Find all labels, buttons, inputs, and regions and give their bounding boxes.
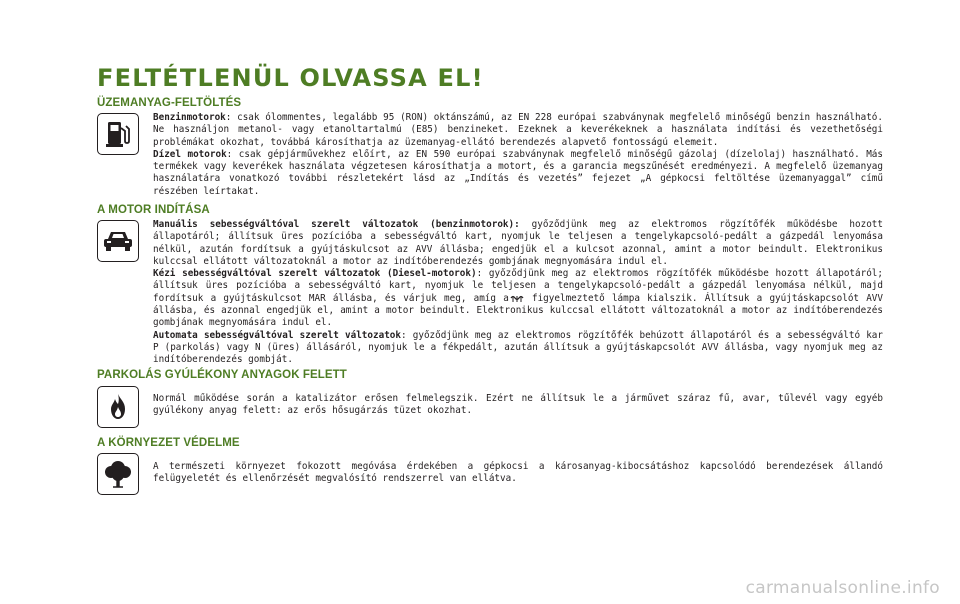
tree-icon	[97, 453, 139, 495]
paragraph-text: : győződjünk meg az elektromos rögzítőfék működésbe hozott állapotáról; állítsuk üres pozícióba a sebességváltó kart, nyomjuk le teljesen a tengelykapcsoló-pedált a gázpedál lenyomása nélkül, majd fordítsuk a gyújtáskulcsot MAR állásba, és várjuk meg, amíg a	[153, 268, 883, 304]
paragraph-label: Kézi sebességváltóval szerelt változatok (Diesel-motorok)	[153, 268, 477, 280]
paragraph-text: : csak gépjárművekhez előírt, az EN 590 európai szabványnak megfelelő minőségű gázolaj (dízelolaj) használható. Más termékek vagy keverékek használata végzetesen károsíthatja a motort, és a garancia megszűnését eredményezi. A megfelelő üzemanyag használatára vonatkozó további részletekért lásd az „Indítás és vezetés” fejezet „A gépkocsi feltöltése üzemanyaggal” című részében leírtakat.	[153, 148, 883, 197]
fuel-pump-icon	[97, 113, 139, 155]
page-title: FELTÉTLENÜL OLVASSA EL!	[97, 64, 484, 92]
section-body-environment	[153, 461, 883, 486]
paragraph-diesel	[153, 149, 883, 198]
fire-icon	[97, 386, 139, 428]
glow-plug-icon	[510, 294, 524, 303]
paragraph-text: figyelmeztető lámpa kialszik. Állítsuk a gyújtáskapcsolót AVV állásba, és azonnal engedjük el, amint a motor beindult. Elektronikus kulccsal ellátott változatoknál a motor az indítóberendezés gombjának megnyomására indul el.	[153, 292, 883, 329]
paragraph-text: : csak ólommentes, legalább 95 (RON) oktánszámú, az EN 228 európai szabványnak megfelelő minőségű benzin használható. Ne használjon metanol- vagy etanoltartalmú (E85) benzineket. Ezeknek a keverékeknek a használata indítási és vezethetőségi problémákat okozhat, továbbá károsíthatja az üzemanyag-ellátó berendezés alapvető fontosságú elemeit.	[153, 112, 883, 148]
paragraph-label: Automata sebességváltóval szerelt változatok	[153, 329, 401, 341]
section-heading-fuel: ÜZEMANYAG-FELTÖLTÉS	[97, 97, 242, 109]
paragraph-label: Benzinmotorok	[153, 112, 226, 123]
paragraph-text: : győződjünk meg az elektromos rögzítőfék behúzott állapotáról és a sebességváltó kar P (parkolás) vagy N (üres) állásáról, nyomjuk le a fékpedált, azután állítsuk a gyújtáskapcsolót AVV állásba, vagy nyomjuk meg az indítóberendezés gombját.	[153, 329, 883, 366]
paragraph-manual-diesel	[153, 268, 883, 329]
paragraph-petrol	[153, 112, 883, 149]
paragraph-automatic	[153, 330, 883, 367]
paragraph-catalyst: Normál működése során a katalizátor erősen felmelegszik. Ezért ne állítsuk le a járművet száraz fű, avar, tűlevél vagy egyéb gyúlékony anyag felett: az erős hősugárzás tüzet okozhat.	[153, 393, 883, 417]
section-heading-parking: PARKOLÁS GYÚLÉKONY ANYAGOK FELETT	[97, 369, 347, 381]
section-heading-engine-start: A MOTOR INDÍTÁSA	[97, 204, 210, 216]
watermark-text: carmanualsonline.info	[745, 578, 940, 598]
paragraph-label: Manuális sebességváltóval szerelt változatok (benzinmotorok):	[153, 219, 520, 230]
paragraph-emissions: A természeti környezet fokozott megóvása érdekében a gépkocsi a károsanyag-kibocsátáshoz kapcsolódó berendezések állandó felügyeletét és ellenőrzését megvalósító rendszerrel van ellátva.	[153, 461, 883, 485]
section-body-fuel	[153, 112, 883, 198]
paragraph-label: Dízel motorok	[153, 148, 227, 160]
section-heading-environment: A KÖRNYEZET VÉDELME	[97, 437, 240, 449]
section-body-parking	[153, 393, 883, 418]
car-icon	[97, 220, 139, 262]
paragraph-manual-petrol	[153, 219, 883, 268]
section-body-engine-start	[153, 219, 883, 367]
paragraph-text: győződjünk meg az elektromos rögzítőfék működésbe hozott állapotáról; állítsuk üres pozícióba a sebességváltó kart, nyomjuk le teljesen a tengelykapcsoló-pedált a gázpedál lenyomása nélkül, azután fordítsuk a gyújtáskulcsot az AVV állásba; engedjük el a kulcsot azonnal, amint a motor beindult. Elektronikus kulccsal ellátott változatoknál a motor az indítóberendezés gombjának megnyomására indul el.	[153, 219, 883, 267]
